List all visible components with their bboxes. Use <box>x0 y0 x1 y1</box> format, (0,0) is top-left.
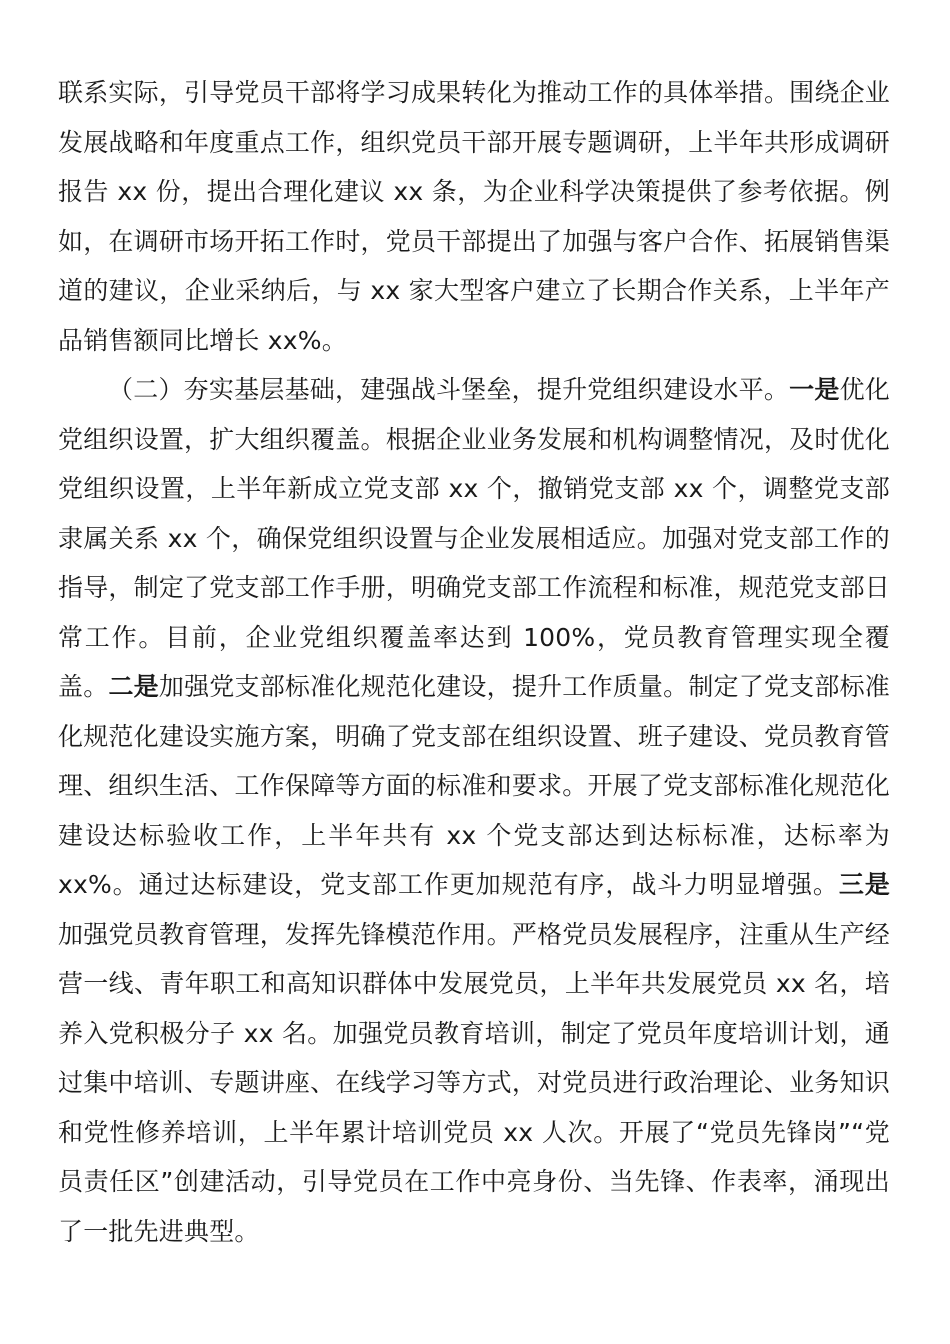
point-two-text: 加强党支部标准化规范化建设，提升工作质量。制定了党支部标准化规范化建设实施方案，明确了党支部在组织设置、班子建设、党员教育管理、组织生活、工作保障等方面的标准和要求。开展了党支部标准化规范化建设达标验收工作，上半年共有 xx 个党支部达到达标标准，达标率为 xx%。通过达标建设，党支部工作更加规范有序，战斗力明显增强。 <box>58 672 891 899</box>
point-three-label: 三是 <box>838 870 890 899</box>
paragraph-research-results-text: 联系实际，引导党员干部将学习成果转化为推动工作的具体举措。围绕企业发展战略和年度重点工作，组织党员干部开展专题调研，上半年共形成调研报告 xx 份，提出合理化建议 xx 条，为企业科学决策提供了参考依据。例如，在调研市场开拓工作时，党员干部提出了加强与客户合作、拓展销售渠道的建议，企业采纳后，与 xx 家大型客户建立了长期合作关系，上半年产品销售额同比增长 xx%。 <box>58 78 890 355</box>
paragraph-grassroots-foundation <box>58 365 890 1256</box>
point-three-text: 加强党员教育管理，发挥先锋模范作用。严格党员发展程序，注重从生产经营一线、青年职工和高知识群体中发展党员，上半年共发展党员 xx 名，培养入党积极分子 xx 名。加强党员教育培训，制定了党员年度培训计划，通过集中培训、专题讲座、在线学习等方式，对党员进行政治理论、业务知识和党性修养培训，上半年累计培训党员 xx 人次。开展了“党员先锋岗”“党员责任区”创建活动，引导党员在工作中亮身份、当先锋、作表率，涌现出了一批先进典型。 <box>58 919 890 1246</box>
point-two-label: 二是 <box>108 672 159 701</box>
paragraph-research-results <box>58 68 890 365</box>
section-heading-two: （二）夯实基层基础，建强战斗堡垒，提升党组织建设水平。 <box>108 375 790 404</box>
point-one-label: 一是 <box>789 375 840 404</box>
point-one-text: 优化党组织设置，扩大组织覆盖。根据企业业务发展和机构调整情况，及时优化党组织设置，上半年新成立党支部 xx 个，撤销党支部 xx 个，调整党支部隶属关系 xx 个，确保党组织设置与企业发展相适应。加强对党支部工作的指导，制定了党支部工作手册，明确党支部工作流程和标准，规范党支部日常工作。目前，企业党组织覆盖率达到 100%，党员教育管理实现全覆盖。 <box>58 375 890 701</box>
document-body <box>58 68 890 1256</box>
